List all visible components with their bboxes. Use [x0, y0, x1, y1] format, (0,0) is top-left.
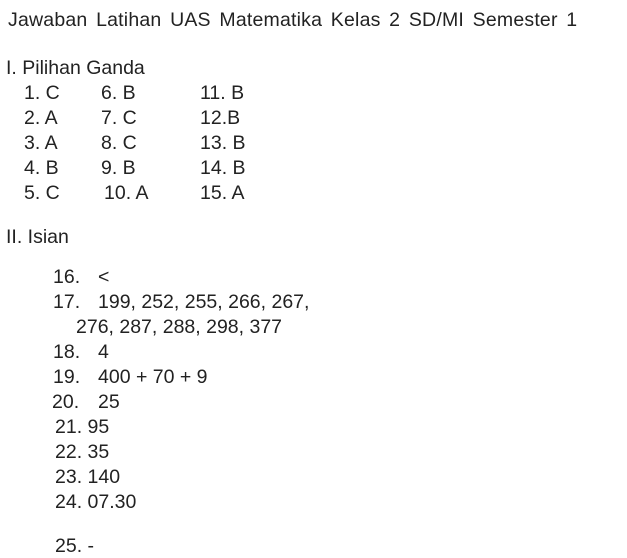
answer-9: 9. B: [101, 157, 136, 179]
document-title: Jawaban Latihan UAS Matematika Kelas 2 SD/MI Semester 1: [8, 9, 578, 31]
answer-14: 14. B: [200, 157, 246, 179]
section-heading-pilihan-ganda: I. Pilihan Ganda: [6, 57, 145, 79]
answer-11: 11. B: [200, 82, 245, 104]
isian-num-16: 16.: [53, 266, 81, 288]
answer-1: 1. C: [24, 82, 60, 104]
answer-3: 3. A: [24, 132, 58, 154]
isian-num-18: 18.: [53, 341, 81, 363]
isian-item-25: 25. -: [55, 535, 95, 557]
answer-4: 4. B: [24, 157, 59, 179]
answer-2: 2. A: [24, 107, 58, 129]
answer-8: 8. C: [101, 132, 137, 154]
answer-10: 10. A: [104, 182, 149, 204]
isian-item-22: 22. 35: [55, 441, 110, 463]
isian-answer-19: 400 + 70 + 9: [98, 366, 208, 388]
isian-answer-20: 25: [98, 391, 120, 413]
isian-num-20: 20.: [52, 391, 80, 413]
section-heading-isian: II. Isian: [6, 226, 69, 248]
isian-num-17: 17.: [53, 291, 81, 313]
isian-answer-17: 199, 252, 255, 266, 267,: [98, 291, 310, 313]
isian-answer-17-cont: 276, 287, 288, 298, 377: [76, 316, 283, 338]
answer-6: 6. B: [101, 82, 136, 104]
answer-13: 13. B: [200, 132, 246, 154]
isian-answer-16: <: [98, 266, 110, 288]
isian-item-21: 21. 95: [55, 416, 110, 438]
isian-item-24: 24. 07.30: [55, 491, 137, 513]
answer-15: 15. A: [200, 182, 245, 204]
isian-answer-18: 4: [98, 341, 109, 363]
isian-item-23: 23. 140: [55, 466, 121, 488]
answer-7: 7. C: [101, 107, 137, 129]
answer-5: 5. C: [24, 182, 60, 204]
isian-num-19: 19.: [53, 366, 81, 388]
answer-12: 12.B: [200, 107, 241, 129]
